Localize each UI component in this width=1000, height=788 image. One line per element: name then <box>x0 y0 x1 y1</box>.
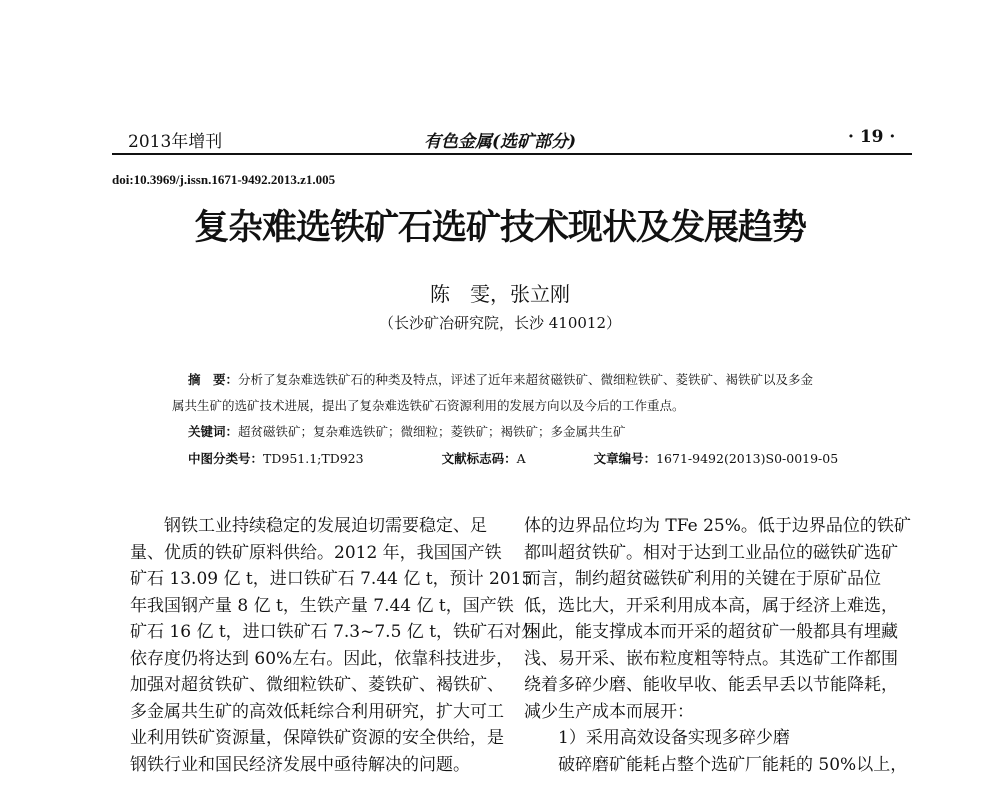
body-line: 绕着多碎少磨、能收早收、能丢早丢以节能降耗， <box>524 675 898 695</box>
keywords-label: 关键词： <box>188 424 239 439</box>
body-line: 低，选比大，开采利用成本高，属于经济上难选， <box>524 595 898 616</box>
body-column-right <box>524 513 909 778</box>
authors: 陈 雯，张立刚 <box>430 282 570 306</box>
abstract-text: 分析了复杂难选铁矿石的种类及特点，评述了近年来超贫磁铁矿、微细粒铁矿、菱铁矿、褐铁矿以及多金 <box>238 372 814 387</box>
body-line: 破碎磨矿能耗占整个选矿厂能耗的 50%以上， <box>558 754 908 775</box>
article-no-value: 1671-9492(2013)S0-0019-05 <box>656 451 839 466</box>
abstract-text: 属共生矿的选矿技术进展，提出了复杂难选铁矿石资源利用的发展方向以及今后的工作重点。 <box>172 398 685 413</box>
page-number: · 19 · <box>848 127 896 147</box>
classification <box>188 449 838 467</box>
body-line: 矿石 16 亿 t，进口铁矿石 7.3~7.5 亿 t，铁矿石对外 <box>130 622 539 642</box>
body-line: 钢铁行业和国民经济发展中亟待解决的问题。 <box>130 754 470 775</box>
body-line: 业利用铁矿资源量，保障铁矿资源的安全供给，是 <box>130 728 504 748</box>
article-no-label: 文章编号： <box>593 451 657 466</box>
body-line: 矿石 13.09 亿 t，进口铁矿石 7.44 亿 t，预计 2015 <box>130 569 533 589</box>
body-line: 体的边界品位均为 TFe 25%。低于边界品位的铁矿 <box>524 516 911 536</box>
body-line: 钢铁工业持续稳定的发展迫切需要稳定、足 <box>164 516 487 536</box>
body-line: 依存度仍将达到 60%左右。因此，依靠科技进步， <box>130 648 514 669</box>
doc-code-value: A <box>516 451 526 466</box>
body-line: 减少生产成本而展开： <box>524 701 694 722</box>
body-line: 因此，能支撑成本而开采的超贫矿一般都具有埋藏 <box>524 622 898 642</box>
affiliation: （长沙矿冶研究院，长沙 410012） <box>378 314 622 332</box>
issue-label: 2013年增刊 <box>128 132 223 152</box>
section-heading: 1）采用高效设备实现多碎少磨 <box>558 728 790 748</box>
body-line: 浅、易开采、嵌布粒度粗等特点。其选矿工作都围 <box>524 648 898 669</box>
abstract-line <box>188 370 813 388</box>
keywords <box>188 422 626 440</box>
body-line: 而言，制约超贫磁铁矿利用的关键在于原矿品位 <box>524 569 881 589</box>
abstract-label: 摘 要： <box>188 372 239 387</box>
body-line: 都叫超贫铁矿。相对于达到工业品位的磁铁矿选矿 <box>524 542 898 563</box>
body-line: 量、优质的铁矿原料供给。2012 年，我国国产铁 <box>130 542 502 563</box>
doc-code-label: 文献标志码： <box>441 451 517 466</box>
doi: doi:10.3969/j.issn.1671-9492.2013.z1.005 <box>112 172 336 187</box>
keywords-text: 超贫磁铁矿；复杂难选铁矿；微细粒；菱铁矿；褐铁矿；多金属共生矿 <box>238 424 626 439</box>
journal-name: 有色金属(选矿部分) <box>423 132 577 152</box>
abstract-line <box>172 396 685 414</box>
body-column-left <box>130 513 539 778</box>
body-line: 多金属共生矿的高效低耗综合利用研究，扩大可工 <box>130 701 504 722</box>
header-rule <box>112 153 912 155</box>
clc-value: TD951.1;TD923 <box>263 451 364 466</box>
clc-label: 中图分类号： <box>188 451 264 466</box>
body-line: 年我国钢产量 8 亿 t，生铁产量 7.44 亿 t，国产铁 <box>130 595 514 616</box>
paper-title: 复杂难选铁矿石选矿技术现状及发展趋势 <box>193 207 806 248</box>
body-line: 加强对超贫铁矿、微细粒铁矿、菱铁矿、褐铁矿、 <box>130 675 504 695</box>
